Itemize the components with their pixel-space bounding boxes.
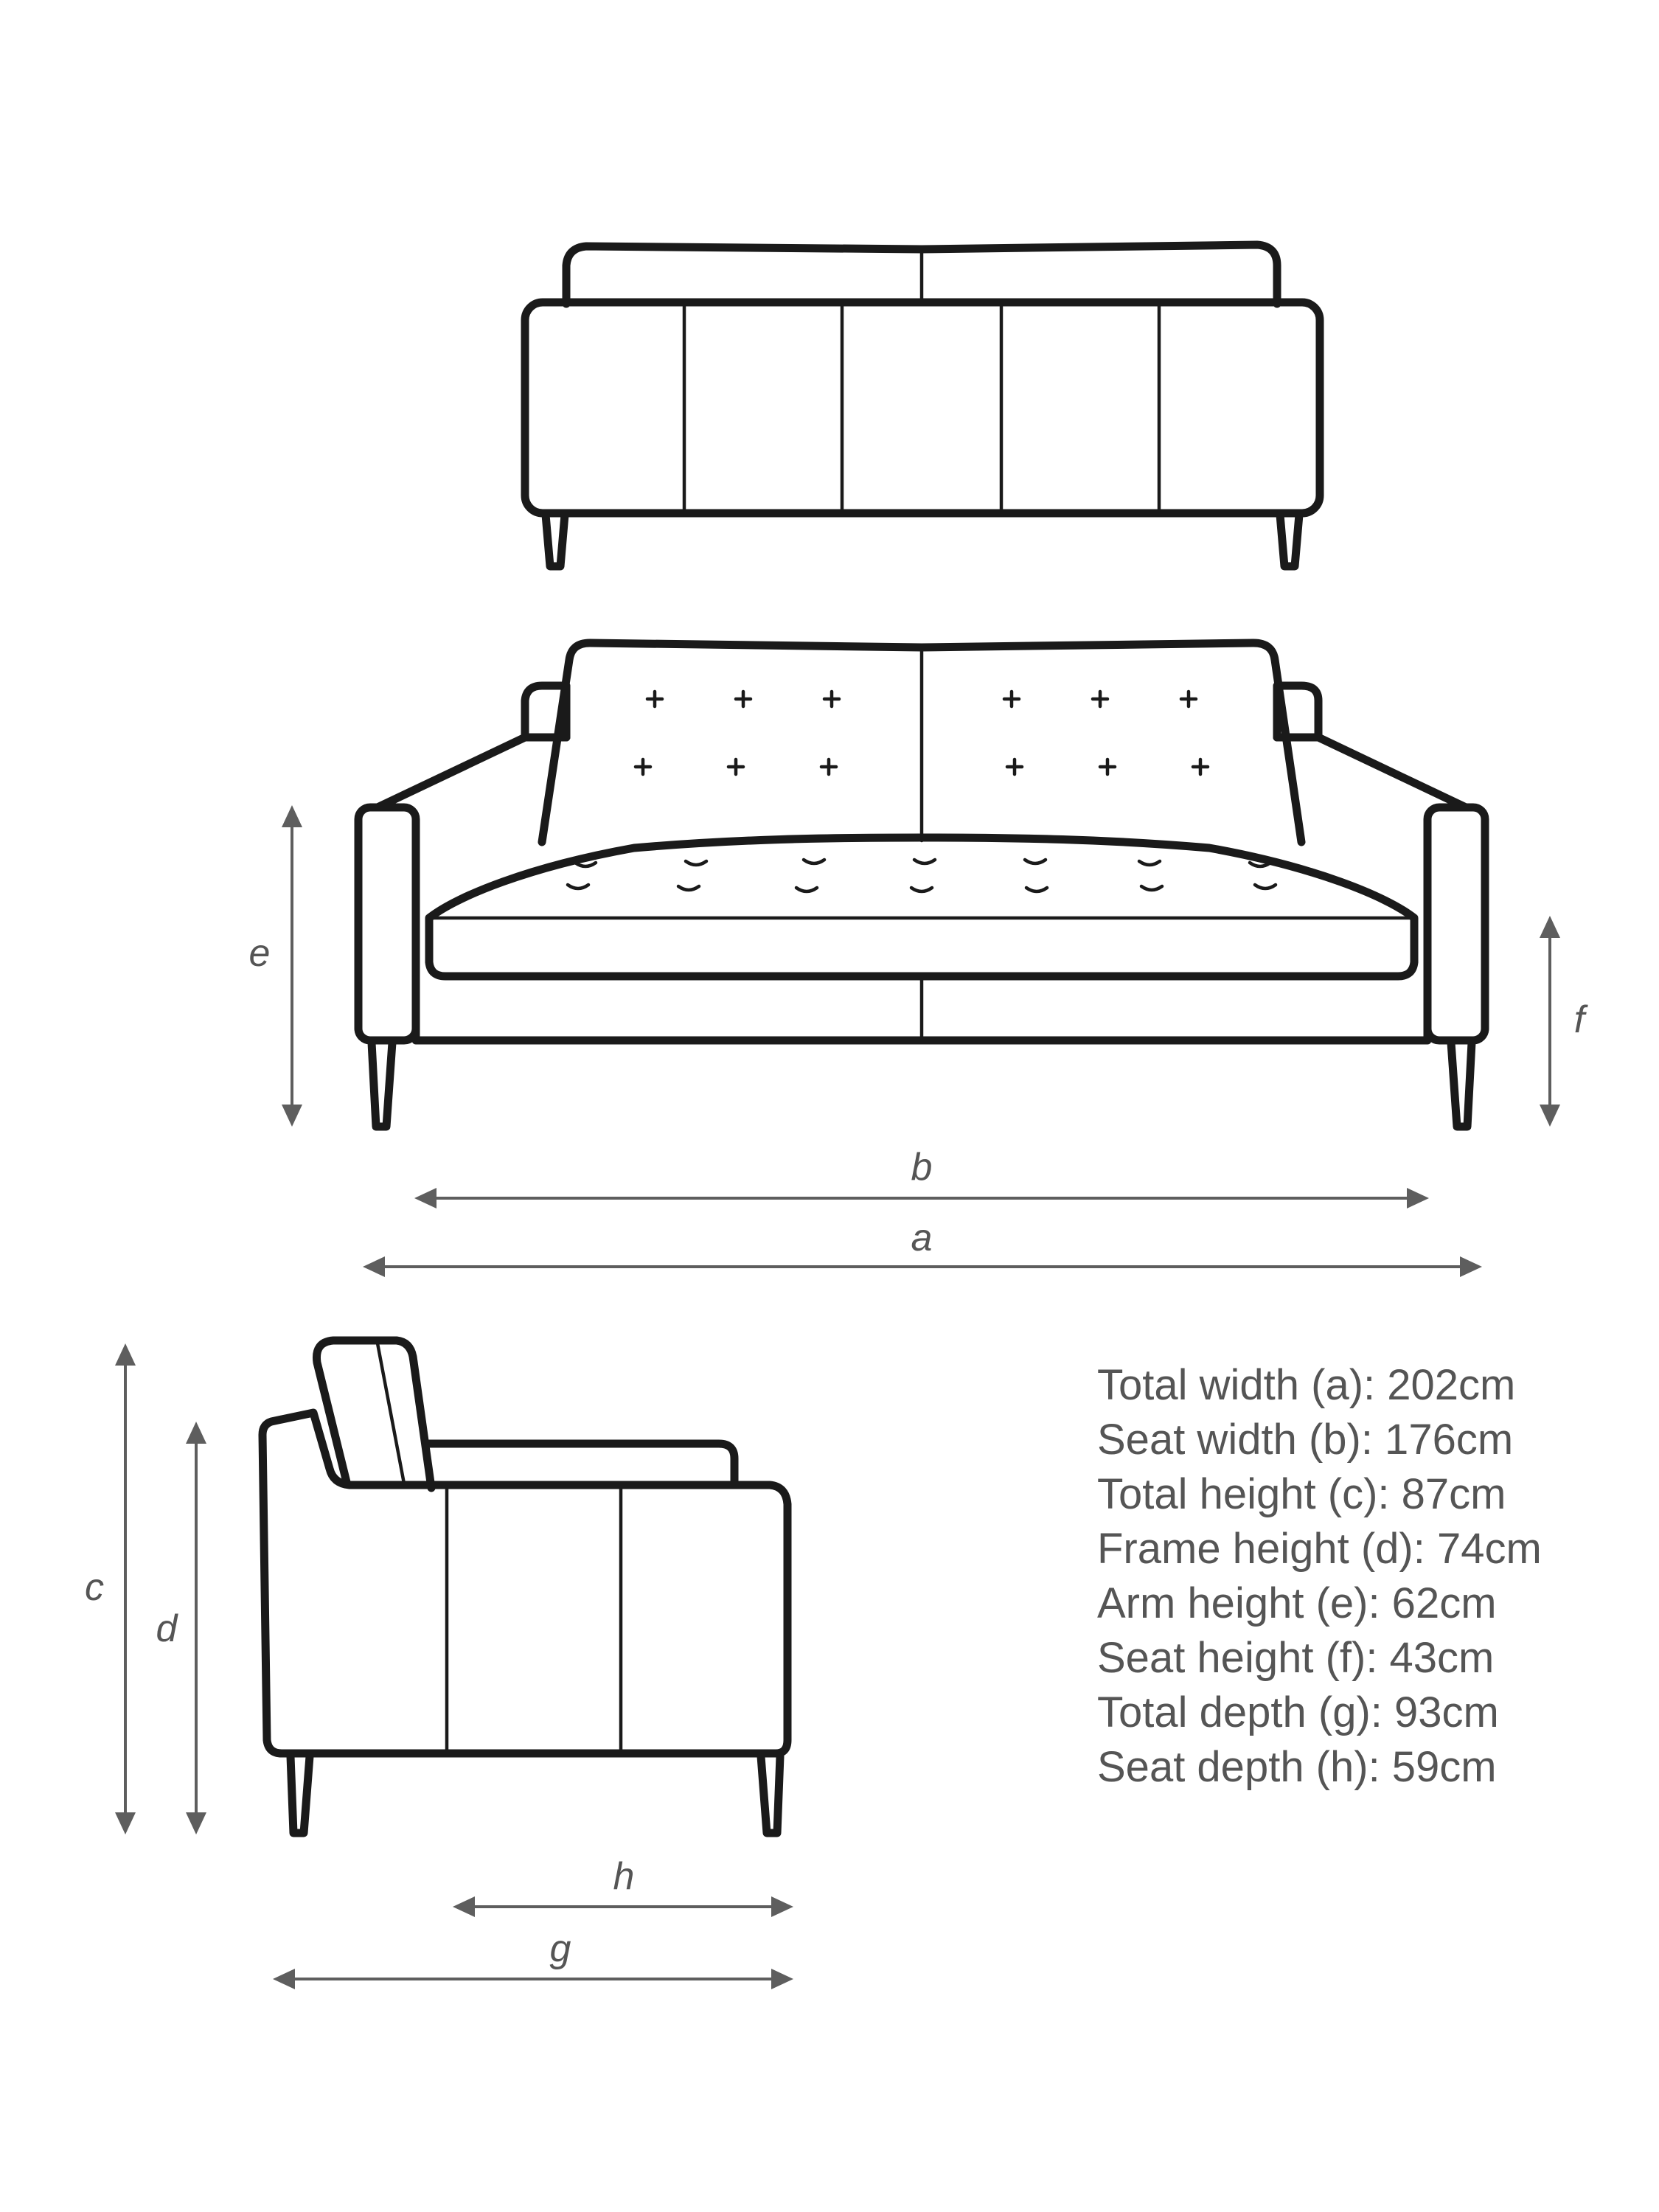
spec-seat-width: Seat width (b): 176cm	[1097, 1416, 1514, 1464]
dimension-e	[249, 805, 302, 1127]
arrow-right-icon	[771, 1896, 793, 1917]
side-view-leg-front	[291, 1756, 310, 1833]
tuft-mark	[796, 888, 817, 891]
arrow-down-icon	[186, 1812, 206, 1834]
dimension-a	[363, 1217, 1482, 1277]
tuft-mark	[1255, 885, 1276, 888]
dimension-label-a: a	[911, 1217, 933, 1259]
tuft-mark	[1139, 861, 1160, 865]
button-icon	[1100, 759, 1115, 774]
tuft-mark	[1025, 860, 1046, 863]
button-icon	[736, 692, 751, 706]
front-view-seat-tufting	[568, 860, 1276, 891]
spec-list	[1097, 1361, 1542, 1791]
tuft-mark	[911, 888, 932, 891]
button-icon	[1004, 692, 1019, 706]
front-view-leg-left	[372, 1043, 392, 1127]
dimension-c	[85, 1343, 136, 1834]
dimension-b	[414, 1146, 1429, 1208]
front-view-leg-right	[1451, 1043, 1472, 1127]
spec-frame-height: Frame height (d): 74cm	[1097, 1525, 1542, 1573]
button-icon	[728, 759, 743, 774]
spec-total-height: Total height (c): 87cm	[1097, 1470, 1506, 1518]
tuft-mark	[678, 886, 699, 890]
front-view-arm-left	[358, 807, 416, 1040]
dimension-h	[453, 1855, 793, 1917]
dimension-label-h: h	[613, 1855, 635, 1898]
arrow-up-icon	[186, 1422, 206, 1444]
tuft-mark	[804, 860, 824, 863]
arrow-left-icon	[414, 1188, 437, 1208]
side-view-back-cushion-seam	[378, 1343, 404, 1484]
arrow-left-icon	[453, 1896, 475, 1917]
button-icon	[1093, 692, 1107, 706]
arrow-right-icon	[771, 1969, 793, 1989]
back-view-frame	[525, 302, 1320, 513]
tuft-mark	[575, 863, 596, 866]
spec-seat-depth: Seat depth (h): 59cm	[1097, 1743, 1497, 1791]
arrow-up-icon	[115, 1343, 136, 1366]
dimension-label-d: d	[156, 1607, 178, 1650]
sofa-front-view	[358, 643, 1485, 1127]
dimension-g	[273, 1927, 793, 1989]
arrow-down-icon	[1540, 1105, 1560, 1127]
arrow-down-icon	[115, 1812, 136, 1834]
side-view-back-cushion	[316, 1340, 431, 1488]
button-icon	[1181, 692, 1196, 706]
arrow-down-icon	[282, 1105, 302, 1127]
back-view-leg-left	[546, 515, 565, 566]
dimension-label-g: g	[549, 1927, 571, 1970]
side-view-leg-back	[761, 1756, 780, 1833]
front-view-arm-right	[1427, 807, 1485, 1040]
arrow-left-icon	[363, 1256, 385, 1277]
spec-arm-height: Arm height (e): 62cm	[1097, 1579, 1497, 1627]
tuft-mark	[686, 861, 706, 865]
tuft-mark	[568, 885, 588, 888]
dimension-d	[156, 1422, 206, 1834]
tuft-mark	[914, 860, 935, 863]
dimension-f	[1540, 916, 1588, 1127]
button-icon	[821, 759, 836, 774]
arrow-up-icon	[282, 805, 302, 827]
dimension-label-f: f	[1573, 998, 1585, 1041]
button-icon	[1007, 759, 1022, 774]
button-icon	[824, 692, 839, 706]
front-view-seat-cushion	[429, 838, 1414, 976]
dimension-label-b: b	[911, 1146, 933, 1189]
sofa-back-view	[525, 245, 1320, 566]
button-icon	[1193, 759, 1208, 774]
back-view-leg-right	[1280, 515, 1299, 566]
arrow-left-icon	[273, 1969, 295, 1989]
dimension-label-c: c	[85, 1566, 104, 1609]
tuft-mark	[1026, 888, 1047, 891]
arrow-up-icon	[1540, 916, 1560, 938]
button-icon	[636, 759, 650, 774]
tuft-mark	[1250, 863, 1270, 866]
arrow-right-icon	[1460, 1256, 1482, 1277]
sofa-side-view	[262, 1340, 787, 1833]
button-icon	[647, 692, 662, 706]
spec-total-depth: Total depth (g): 93cm	[1097, 1688, 1499, 1736]
arrow-right-icon	[1407, 1188, 1429, 1208]
spec-total-width: Total width (a): 202cm	[1097, 1361, 1516, 1409]
spec-seat-height: Seat height (f): 43cm	[1097, 1634, 1495, 1682]
dimension-label-e: e	[248, 932, 271, 975]
tuft-mark	[1141, 886, 1162, 890]
side-view-seat-cushion	[428, 1444, 734, 1484]
